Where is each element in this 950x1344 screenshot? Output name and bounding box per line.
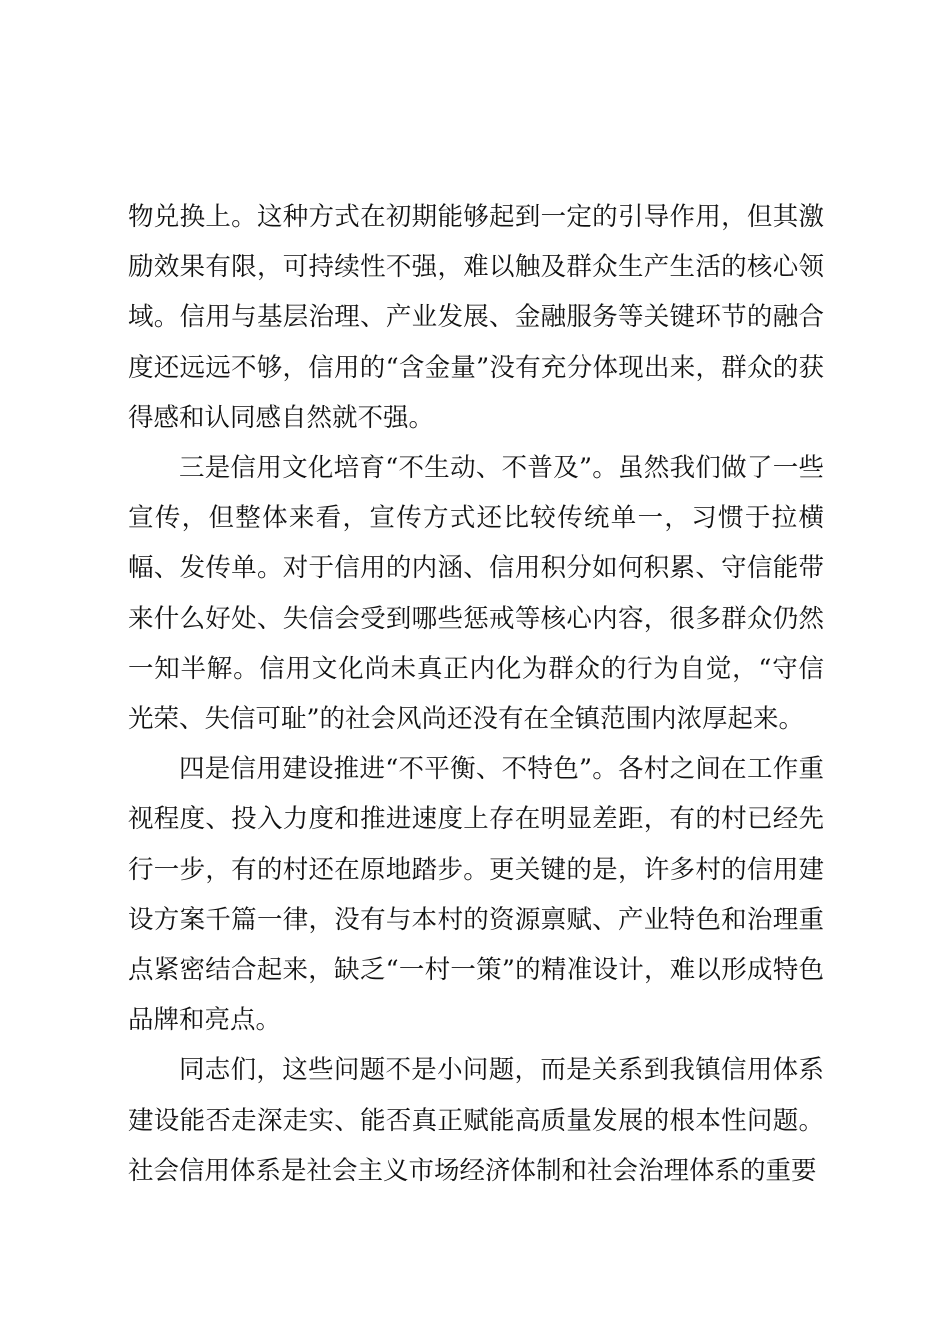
paragraph-credit-culture: 三是信用文化培育“不生动、不普及”。虽然我们做了一些宣传，但整体来看，宣传方式还比较传统单一，习惯于拉横幅、发传单。对于信用的内涵、信用积分如何积累、守信能带来什么好处、失信会受到哪些惩戒等核心内容，很多群众仍然一知半解。信用文化尚未真正内化为群众的行为自觉，“守信光荣、失信可耻”的社会风尚还没有在全镇范围内浓厚起来。 — [128, 453, 824, 735]
paragraph-comrades: 同志们，这些问题不是小问题，而是关系到我镇信用体系建设能否走深走实、能否真正赋能高质量发展的根本性问题。社会信用体系是社会主义市场经济体制和社会治理体系的重要 — [128, 1055, 824, 1186]
document-body — [128, 192, 824, 1196]
paragraph-credit-construction: 四是信用建设推进“不平衡、不特色”。各村之间在工作重视程度、投入力度和推进速度上存在明显差距，有的村已经先行一步，有的村还在原地踏步。更关键的是，许多村的信用建设方案千篇一律，没有与本村的资源禀赋、产业特色和治理重点紧密结合起来，缺乏“一村一策”的精准设计，难以形成特色品牌和亮点。 — [128, 754, 824, 1036]
paragraph-continuation: 物兑换上。这种方式在初期能够起到一定的引导作用，但其激励效果有限，可持续性不强，难以触及群众生产生活的核心领域。信用与基层治理、产业发展、金融服务等关键环节的融合度还远远不够，信用的“含金量”没有充分体现出来，群众的获得感和认同感自然就不强。 — [128, 202, 824, 433]
